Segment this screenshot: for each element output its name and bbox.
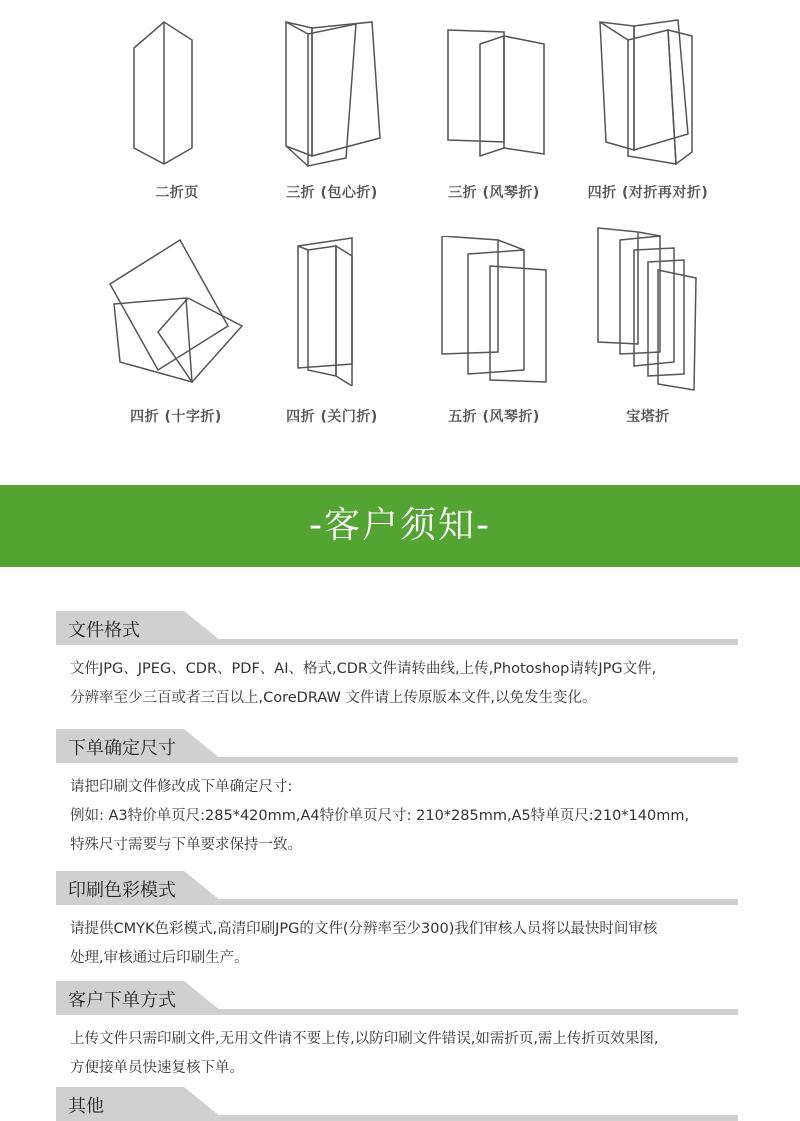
section-title: 客户下单方式 — [68, 990, 176, 1011]
section-title: 下单确定尺寸 — [68, 738, 176, 759]
fold-label: 四折 (对折再对折) — [587, 185, 709, 201]
banner-title: -客户须知- — [309, 505, 491, 546]
section-other — [56, 1087, 746, 1121]
section-title: 印刷色彩模式 — [68, 880, 176, 901]
section-body — [70, 1025, 746, 1083]
section-header — [56, 981, 746, 1015]
fold-label: 二折页 — [155, 185, 199, 201]
fold-label: 四折 (十字折) — [130, 409, 222, 425]
fold-label: 宝塔折 — [626, 409, 670, 425]
section-title: 其他 — [68, 1096, 104, 1117]
body-line: 上传文件只需印刷文件,无用文件请不要上传,以防印刷文件错误,如需折页,需上传折页效果图, — [70, 1031, 659, 1047]
fold-item-bifold — [84, 18, 244, 168]
section-header — [56, 1087, 746, 1121]
gate-fold-icon — [252, 236, 412, 386]
section-header — [56, 871, 746, 905]
notice-banner — [0, 485, 800, 567]
section-size — [56, 729, 746, 860]
five-panel-accordion-icon — [414, 236, 574, 386]
body-line: 请把印刷文件修改成下单确定尺寸: — [70, 779, 293, 795]
fold-item-five-accordion — [414, 236, 574, 386]
section-file-format — [56, 611, 746, 713]
fold-label: 三折 (包心折) — [286, 185, 378, 201]
body-line: 请提供CMYK色彩模式,高清印刷JPG的文件(分辨率至少300)我们审核人员将以最快时间审核 — [70, 921, 658, 937]
section-order-method — [56, 981, 746, 1083]
body-line: 分辨率至少三百或者三百以上,CoreDRAW 文件请上传原版本文件,以免发生变化。 — [70, 690, 597, 706]
fold-item-pagoda — [568, 226, 728, 391]
fold-label: 三折 (风琴折) — [448, 185, 540, 201]
section-title: 文件格式 — [68, 620, 140, 641]
body-line: 特殊尺寸需要与下单要求保持一致。 — [70, 837, 302, 853]
fold-item-trifold-accordion — [414, 18, 574, 168]
body-line: 文件JPG、JPEG、CDR、PDF、AI、格式,CDR文件请转曲线,上传,Photoshop请转JPG文件, — [70, 661, 657, 677]
section-color-mode — [56, 871, 746, 973]
cross-fold-icon — [96, 236, 256, 386]
section-header — [56, 611, 746, 645]
trifold-accordion-icon — [414, 18, 574, 168]
body-line: 处理,审核通过后印刷生产。 — [70, 950, 249, 966]
fold-label: 五折 (风琴折) — [448, 409, 540, 425]
section-body — [70, 915, 746, 973]
fold-item-trifold-roll — [252, 18, 412, 168]
fold-item-double-parallel — [568, 18, 728, 168]
fold-item-cross — [96, 236, 256, 386]
fold-styles-grid — [0, 0, 800, 470]
pagoda-fold-icon — [568, 226, 728, 391]
trifold-roll-icon — [252, 18, 412, 168]
body-line: 例如: A3特价单页尺:285*420mm,A4特价单页尺寸: 210*285mm,A5特单页尺:210*140mm, — [70, 808, 690, 824]
section-header — [56, 729, 746, 763]
fold-item-gate — [252, 236, 412, 386]
body-line: 方便接单员快速复核下单。 — [70, 1060, 244, 1076]
double-parallel-fold-icon — [568, 18, 728, 168]
section-body — [70, 655, 746, 713]
fold-label: 四折 (关门折) — [286, 409, 378, 425]
section-body — [70, 773, 746, 860]
bifold-icon — [84, 18, 244, 168]
